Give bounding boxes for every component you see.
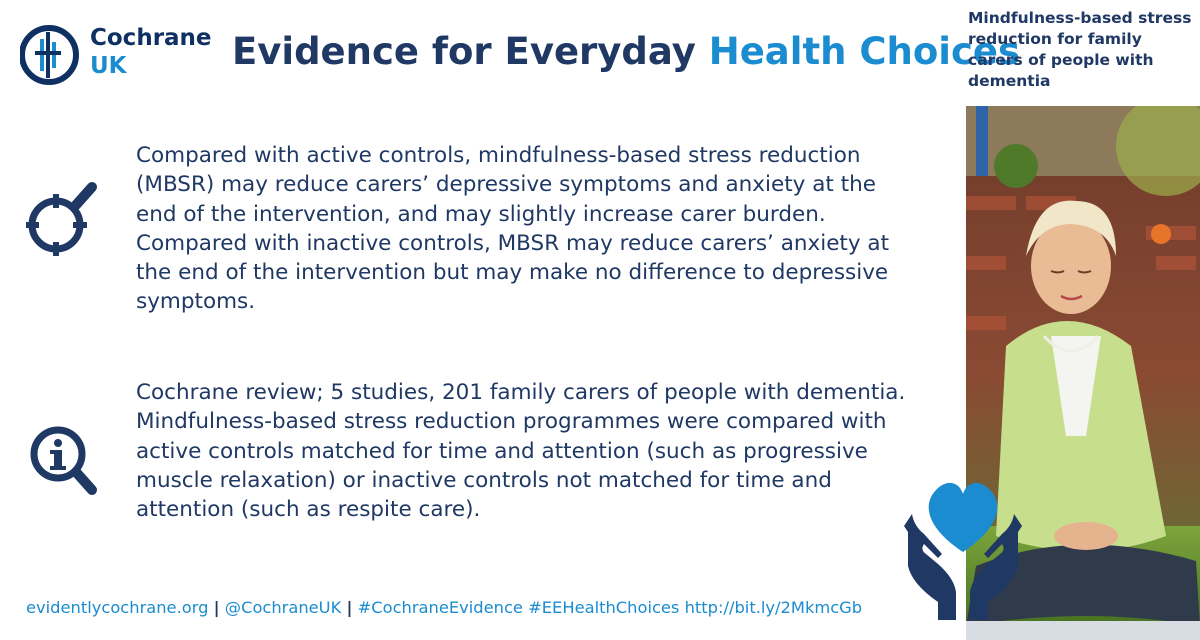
magnifier-info-icon bbox=[30, 426, 102, 500]
title-part-1: Evidence for Everyday bbox=[232, 30, 696, 73]
info-text bbox=[136, 378, 946, 524]
page-title bbox=[232, 30, 1020, 73]
findings-line: Compared with inactive controls, MBSR may reduce carers’ anxiety at bbox=[136, 230, 890, 256]
footer-twitter-link[interactable]: @CochraneUK bbox=[224, 598, 342, 617]
info-line: Mindfulness-based stress reduction programmes were compared with bbox=[136, 409, 887, 435]
findings-line: end of the intervention, and may slightly increase carer burden. bbox=[136, 201, 826, 227]
footer-separator: | bbox=[346, 598, 353, 617]
findings-line: (MBSR) may reduce carers’ depressive symptoms and anxiety at the bbox=[136, 172, 876, 198]
title-part-2: Health Choices bbox=[708, 30, 1021, 73]
magnifier-target-icon bbox=[26, 178, 100, 262]
info-line: muscle relaxation) or inactive controls not matched for time and bbox=[136, 467, 832, 493]
footer-separator: | bbox=[213, 598, 220, 617]
info-line: attention (such as respite care). bbox=[136, 497, 481, 523]
findings-text bbox=[136, 141, 946, 317]
findings-line: the end of the intervention but may make no difference to depressive bbox=[136, 260, 889, 286]
info-line: Cochrane review; 5 studies, 201 family carers of people with dementia. bbox=[136, 380, 906, 405]
findings-line: Compared with active controls, mindfulness-based stress reduction bbox=[136, 143, 861, 168]
logo-sub: UK bbox=[90, 53, 127, 79]
info-line: active controls matched for time and attention (such as progressive bbox=[136, 438, 868, 464]
logo-name: Cochrane bbox=[90, 25, 212, 51]
cochrane-logo[interactable] bbox=[20, 22, 220, 88]
heart-hands-icon bbox=[898, 474, 1028, 624]
review-title: Mindfulness-based stress reduction for family carers of people with dementia bbox=[968, 9, 1192, 90]
cochrane-logo-icon bbox=[20, 22, 80, 88]
footer-site-link[interactable]: evidentlycochrane.org bbox=[26, 598, 209, 617]
footer bbox=[26, 598, 862, 617]
footer-hashtags[interactable]: #CochraneEvidence #EEHealthChoices http://bit.ly/2MkmcGb bbox=[357, 598, 863, 617]
findings-line: symptoms. bbox=[136, 289, 256, 315]
